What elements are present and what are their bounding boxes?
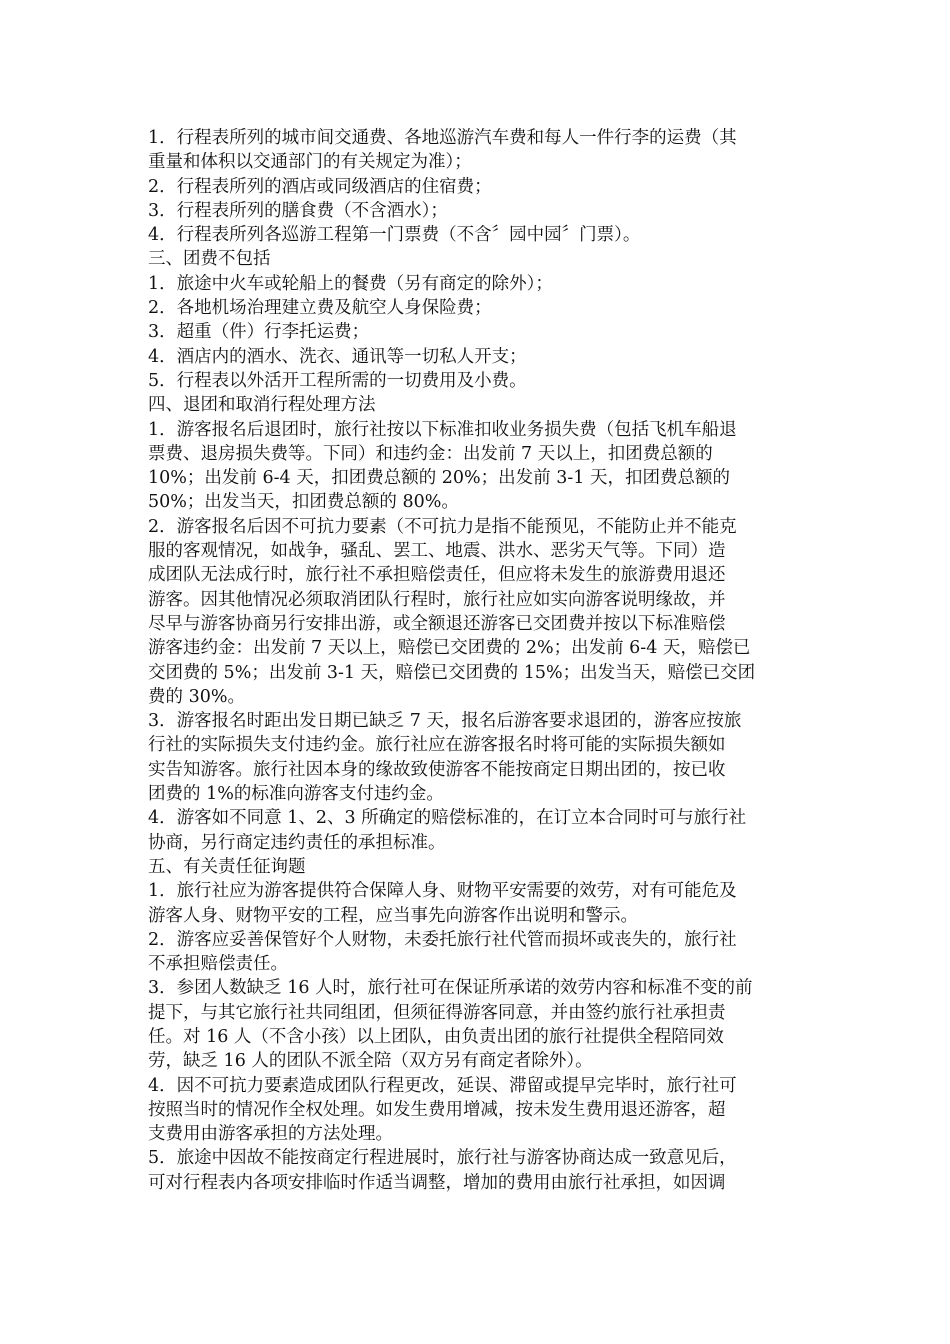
text-line: 四、退团和取消行程处理方法 xyxy=(148,395,376,416)
text-line: 团费的 1%的标准向游客支付违约金。 xyxy=(148,784,444,805)
text-line: 任。对 16 人（不含小孩）以上团队，由负责出团的旅行社提供全程陪同效 xyxy=(148,1026,724,1047)
text-line: 1．游客报名后退团时，旅行社按以下标准扣收业务损失费（包括飞机车船退 xyxy=(148,419,737,440)
text-line: 4．酒店内的酒水、洗衣、通讯等一切私人开支； xyxy=(148,346,527,367)
text-line: 费的 30%。 xyxy=(148,686,245,707)
text-line: 服的客观情况，如战争，骚乱、罢工、地震、洪水、恶劣天气等。下同）造 xyxy=(148,541,726,562)
text-line: 实告知游客。旅行社因本身的缘故致使游客不能按商定日期出团的，按已收 xyxy=(148,759,726,780)
text-line: 可对行程表内各项安排临时作适当调整，增加的费用由旅行社承担，如因调 xyxy=(148,1172,726,1193)
text-line: 4．游客如不同意 1、2、3 所确定的赔偿标准的，在订立本合同时可与旅行社 xyxy=(148,808,747,829)
text-line: 2．各地机场治理建立费及航空人身保险费； xyxy=(148,298,492,319)
text-line: 2．行程表所列的酒店或同级酒店的住宿费； xyxy=(148,176,492,197)
text-line: 三、团费不包括 xyxy=(148,249,271,270)
text-line: 2．游客应妥善保管好个人财物，未委托旅行社代管而损坏或丧失的，旅行社 xyxy=(148,929,737,950)
text-line: 1．旅行社应为游客提供符合保障人身、财物平安需要的效劳，对有可能危及 xyxy=(148,881,737,902)
text-line: 成团队无法成行时，旅行社不承担赔偿责任，但应将未发生的旅游费用退还 xyxy=(148,565,726,586)
text-line: 2．游客报名后因不可抗力要素（不可抗力是指不能预见，不能防止并不能克 xyxy=(148,516,737,537)
text-line: 尽早与游客协商另行安排出游，或全额退还游客已交团费并按以下标准赔偿 xyxy=(148,613,726,634)
text-line: 1．行程表所列的城市间交通费、各地巡游汽车费和每人一件行李的运费（其 xyxy=(148,128,737,148)
text-line: 5．行程表以外活开工程所需的一切费用及小费。 xyxy=(148,370,527,391)
text-line: 游客人身、财物平安的工程，应当事先向游客作出说明和警示。 xyxy=(148,905,638,926)
text-line: 3．超重（件）行李托运费； xyxy=(148,322,370,343)
text-line: 交团费的 5%；出发前 3-1 天，赔偿已交团费的 15%；出发当天，赔偿已交团 xyxy=(148,662,756,683)
text-line: 50%；出发当天，扣团费总额的 80%。 xyxy=(148,492,459,513)
text-line: 游客违约金：出发前 7 天以上，赔偿已交团费的 2%；出发前 6-4 天，赔偿已 xyxy=(148,638,751,659)
document-body xyxy=(148,126,800,1195)
text-line: 协商，另行商定违约责任的承担标准。 xyxy=(148,832,446,853)
text-line: 10%；出发前 6-4 天，扣团费总额的 20%；出发前 3-1 天，扣团费总额的 xyxy=(148,468,730,489)
text-line: 按照当时的情况作全权处理。如发生费用增减，按未发生费用退还游客，超 xyxy=(148,1099,726,1120)
text-line: 1．旅途中火车或轮船上的餐费（另有商定的除外）； xyxy=(148,273,553,294)
text-line: 3．游客报名时距出发日期已缺乏 7 天，报名后游客要求退团的，游客应按旅 xyxy=(148,711,742,732)
text-line: 4．行程表所列各巡游工程第一门票费（不含〞园中园〞门票）。 xyxy=(148,225,641,246)
text-line: 4．因不可抗力要素造成团队行程更改，延误、滞留或提早完毕时，旅行社可 xyxy=(148,1075,737,1096)
text-line: 不承担赔偿责任。 xyxy=(148,954,288,975)
text-line: 支费用由游客承担的方法处理。 xyxy=(148,1124,393,1145)
text-line: 劳，缺乏 16 人的团队不派全陪（双方另有商定者除外）。 xyxy=(148,1051,593,1072)
text-line: 重量和体积以交通部门的有关规定为准）； xyxy=(148,152,472,173)
text-line: 五、有关责任征询题 xyxy=(148,856,306,877)
text-line: 行社的实际损失支付违约金。旅行社应在游客报名时将可能的实际损失额如 xyxy=(148,735,726,756)
text-line: 5．旅途中因故不能按商定行程进展时，旅行社与游客协商达成一致意见后， xyxy=(148,1148,737,1169)
text-line: 3．参团人数缺乏 16 人时，旅行社可在保证所承诺的效劳内容和标准不变的前 xyxy=(148,978,753,999)
text-line: 票费、退房损失费等。下同）和违约金：出发前 7 天以上，扣团费总额的 xyxy=(148,443,713,464)
text-line: 游客。因其他情况必须取消团队行程时，旅行社应如实向游客说明缘故，并 xyxy=(148,589,726,610)
text-line: 3．行程表所列的膳食费（不含酒水）； xyxy=(148,200,448,221)
text-line: 提下，与其它旅行社共同组团，但须征得游客同意，并由签约旅行社承担责 xyxy=(148,1002,726,1023)
